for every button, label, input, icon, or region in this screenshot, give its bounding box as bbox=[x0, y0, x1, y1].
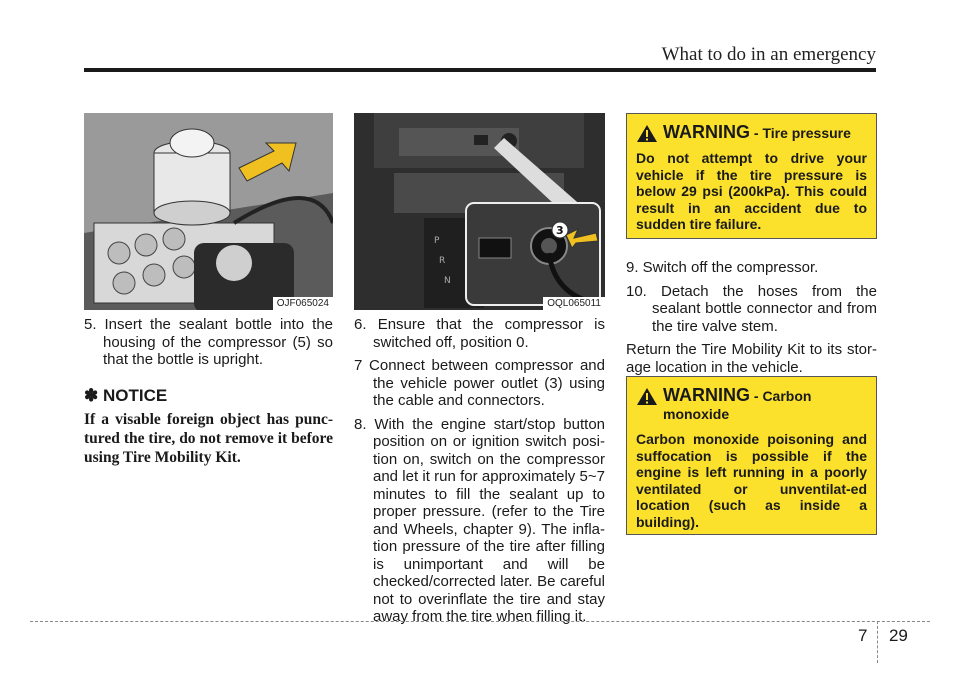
right-column bbox=[626, 259, 877, 382]
warning-tire-pressure bbox=[626, 113, 877, 239]
svg-text:N: N bbox=[444, 276, 451, 286]
warning-subject: - Carbon monoxide bbox=[663, 388, 812, 422]
middle-column bbox=[354, 316, 605, 632]
left-column bbox=[84, 316, 333, 467]
step-6: 6. Ensure that the compressor is switched off, position 0. bbox=[354, 316, 605, 351]
notice-title: ✽ NOTICE bbox=[84, 385, 168, 405]
warning-body: Carbon monoxide poisoning and suffocation is possible if the engine is left running in a poorly ventilated or unventilat-ed location (such as inside a building). bbox=[636, 431, 867, 530]
header-rule bbox=[84, 68, 876, 72]
page-number bbox=[858, 626, 908, 646]
sealant-bottle-photo bbox=[84, 113, 333, 310]
photo-code: OQL065011 bbox=[543, 297, 605, 310]
step-7: 7 Connect between compressor and the vehicle power outlet (3) using the cable and connectors. bbox=[354, 357, 605, 409]
step-8: 8. With the engine start/stop button position on or ignition switch posi-tion on, switch on the compressor and let it run for approximately 5~7 minutes to fill the sealant up to proper pressure. (refer to the Tire and Wheels, chapter 9). The infla-tion pressure of the tire after filling is unimportant and will be checked/corrected later. Be careful not to overinflate the tire and stay away from the tire when filling it. bbox=[354, 415, 605, 625]
step-9: 9. Switch off the compressor. bbox=[626, 259, 819, 276]
callout-number: 3 bbox=[556, 224, 564, 237]
warning-triangle-icon bbox=[636, 124, 658, 143]
vehicle-power-outlet-photo-icon bbox=[354, 113, 605, 310]
warning-carbon-monoxide bbox=[626, 376, 877, 535]
notice-body: If a visable foreign object has punc-tured the tire, do not remove it before using Tire Mobility Kit. bbox=[84, 411, 333, 466]
chapter-number: 7 bbox=[858, 626, 868, 645]
svg-text:R: R bbox=[439, 256, 446, 266]
section-header-title: What to do in an emergency bbox=[661, 44, 876, 65]
page-number-value: 29 bbox=[888, 626, 908, 645]
return-text: Return the Tire Mobility Kit to its stor-age location in the vehicle. bbox=[626, 341, 877, 376]
photo-code: OJF065024 bbox=[273, 297, 333, 310]
warning-subject: - Tire pressure bbox=[750, 125, 851, 141]
svg-text:P: P bbox=[434, 236, 440, 246]
warning-triangle-icon bbox=[636, 387, 658, 406]
step-5: 5. Insert the sealant bottle into the housing of the compressor (5) so that the bottle is upright. bbox=[84, 316, 333, 368]
step-10: 10. Detach the hoses from the sealant bottle connector and from the tire valve stem. bbox=[626, 282, 877, 335]
power-outlet-photo bbox=[354, 113, 605, 310]
sealant-bottle-on-compressor-photo-icon bbox=[84, 113, 333, 310]
warning-word: WARNING bbox=[663, 122, 750, 142]
warning-body: Do not attempt to drive your vehicle if the tire pressure is below 29 psi (200kPa). This could result in an accident due to sudden tire failure. bbox=[636, 150, 867, 232]
footer-rule bbox=[30, 621, 930, 622]
warning-word: WARNING bbox=[663, 385, 750, 405]
